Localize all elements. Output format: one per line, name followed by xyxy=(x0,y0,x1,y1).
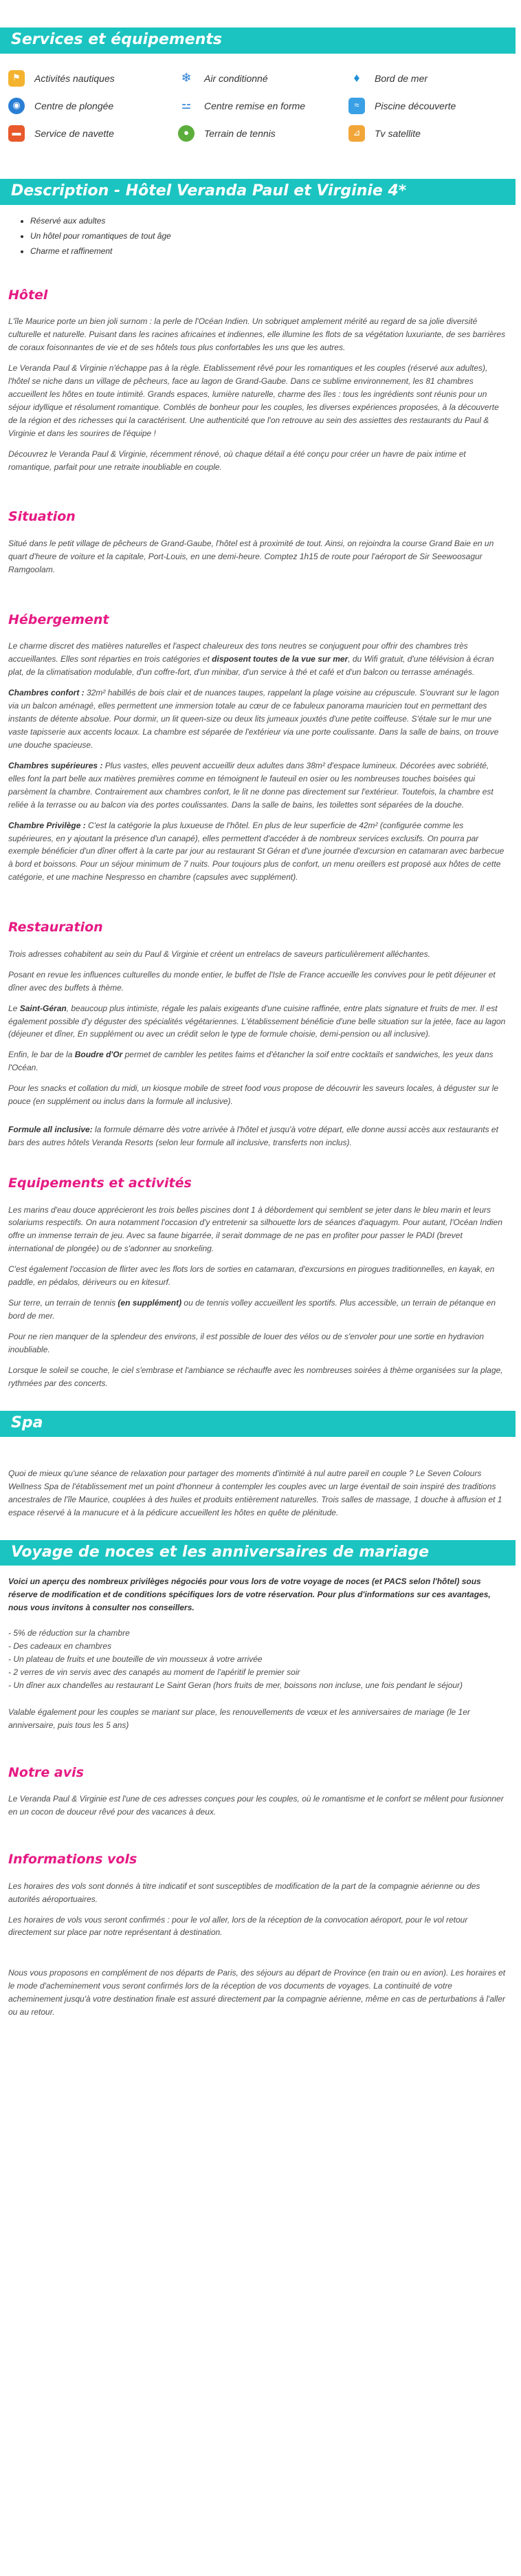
informations-paragraph: Nous vous proposons en complément de nos départs de Paris, des séjours au départ de Province (en train ou en avion). Les horaires et le mode d'acheminement vous seront confirmés lors de la réception de vos documents de voyages. La continuité de votre acheminement jusqu'à votre destination finale est assuré directement par la compagnie aérienne, même en cas de perturbations à l'aller ou au retour. xyxy=(8,1968,506,2017)
service-label: Service de navette xyxy=(34,127,114,139)
equipements-title: Equipements et activités xyxy=(8,1176,192,1191)
bullet-item: • Un hôtel pour romantiques de tout âge xyxy=(30,228,507,243)
shuttle-icon: ▬ xyxy=(8,125,25,142)
tennis-icon: ● xyxy=(178,125,195,142)
notre-avis-paragraph: Le Veranda Paul & Virginie est l'une de ces adresses conçues pour les couples, où le romantisme et le confort se mêlent pour fusionner en un cocon de douceur rêvé pour des vacances à deux. xyxy=(8,1794,504,1817)
restauration-all-inclusive: Formule all inclusive: la formule démarre dès votre arrivée à l'hôtel et jusqu'à votre départ, elle donne aussi accès aux restaurants et bars des autres hôtels Veranda Resorts (selon leur formule all inclusive, transferts non inclus). xyxy=(8,1125,498,1148)
hebergement-privilege: Chambre Privilège : C'est la catégorie la plus luxueuse de l'hôtel. En plus de leur superficie de 42m² (configurée comme les supérieures, en y ajoutant la présence d'un canapé), elles permettent d'accéder à de nombreux services exclusifs. On pourra par exemple bénéficier d'un dîner offert à la carte par jour au restaurant St Géran et d'une journée d'excursion en catamaran avec barbecue à bord et boissons. Pour un séjour minimum de 7 nuits. Pour toujours plus de confort, un menu oreillers est proposé aux hôtes de cette catégorie, et une machine Nespresso en chambre (capsules avec supplément). xyxy=(8,820,505,883)
service-label: Air conditionné xyxy=(204,72,268,84)
situation-title: Situation xyxy=(8,509,76,525)
service-item xyxy=(348,125,518,142)
pool-icon: ≈ xyxy=(348,98,365,114)
equipements-paragraph: Lorsque le soleil se couche, le ciel s'embrase et l'ambiance se réchauffe avec les nombreuses soirées à thème organisées sur la plage, rythmées par des concerts. xyxy=(8,1365,503,1389)
noces-banner: Voyage de noces et les anniversaires de mariage xyxy=(0,1540,516,1566)
noces-list-item: - Un plateau de fruits et une bouteille de vin mousseux à votre arrivée xyxy=(8,1654,263,1665)
service-item xyxy=(348,70,518,87)
notre-avis-title: Notre avis xyxy=(8,1764,84,1780)
diving-icon: ◉ xyxy=(8,98,25,114)
service-label: Activités nautiques xyxy=(34,72,115,84)
tv-icon: ⊿ xyxy=(348,125,365,142)
restauration-title: Restauration xyxy=(8,920,103,935)
noces-list-item: - 5% de réduction sur la chambre xyxy=(8,1628,130,1638)
restauration-paragraph: Trois adresses cohabitent au sein du Paul & Virginie et créent un entrelacs de saveurs particulièrement alléchantes. xyxy=(8,949,430,959)
bullet-item: • Réservé aux adultes xyxy=(30,213,507,228)
restauration-paragraph: Pour les snacks et collation du midi, un kiosque mobile de street food vous propose de découvrir les saveurs locales, à déguster sur le pouce (en supplément ou inclus dans la formule all inclusive). xyxy=(8,1083,499,1107)
main-content xyxy=(0,205,521,1390)
description-bullets xyxy=(8,205,507,267)
service-label: Centre remise en forme xyxy=(204,100,306,111)
snowflake-icon: ❄ xyxy=(178,70,195,87)
noces-intro: Voici un aperçu des nombreux privilèges négociés pour vous lors de votre voyage de noces (et PACS selon l'hôtel) sous réserve de modification et de conditions spécifiques lors de votre réservation. Pour plus d'informations sur ces avantages, nous vous invitons à consulter nos conseillers. xyxy=(8,1577,491,1613)
spa-banner: Spa xyxy=(0,1411,516,1437)
hebergement-superieures: Chambres supérieures : Plus vastes, elles peuvent accueillir deux adultes dans 38m² d'espace lumineux. Décorées avec sobriété, elles font la part belle aux matières premières comme en témoignent le fauteuil en osier ou les nombreuses touches boisées qui parsèment la chambre. Contrairement aux chambres confort, le lit ne donne pas directement sur l'extérieur. Toutefois, la chambre est reliée à la terrasse ou au balcon via des portes coulissantes. Dans la salle de bains, les toilettes sont séparées de la douche. xyxy=(8,760,494,810)
hebergement-title: Hébergement xyxy=(8,611,109,627)
noces-content xyxy=(0,1575,521,2019)
restauration-paragraph: Le Saint-Géran, beaucoup plus intimiste, régale les palais exigeants d'une cuisine raffinée, entre plats signature et fruits de mer. Il est également possible d'y déguster des spécialités végétariennes. L'établissement bénéficie d'une belle situation sur la jetée, face au lagon (déjeuner et dîner, En supplément ou avec un crédit selon le type de formule choisie, demi-pension ou all inclusive). xyxy=(8,1003,506,1039)
equipements-paragraph: Pour ne rien manquer de la splendeur des environs, il est possible de louer des vélos ou de s'envoler pour une sortie en hydravion inoubliable. xyxy=(8,1332,485,1355)
noces-list xyxy=(8,1627,507,1692)
hotel-paragraph: Le Veranda Paul & Virginie n'échappe pas à la règle. Etablissement rêvé pour les romantiques et les couples (réservé aux adultes), l'hôtel se niche dans un village de pêcheurs, face au lagon de Grand-Gaube. Dans ce sublime environnement, les 81 chambres accueillent les hôtes en toute intimité. Grands espaces, lumière naturelle, charme des îles : tous les ingrédients sont réunis pour un séjour idyllique et résolument romantique. Comblés de bonheur pour les couples, les diverses expériences proposées, à la découverte de la région et des richesses qui la caractérisent. Une authenticité que l'on retrouve au sein des assiettes des restaurants du Paul & Virginie et dans les sourires de l'équipe ! xyxy=(8,362,499,438)
service-item xyxy=(178,98,348,114)
service-label: Centre de plongée xyxy=(34,100,114,111)
noces-list-item: - Un dîner aux chandelles au restaurant Le Saint Geran (hors fruits de mer, boissons non incluse, une fois pendant le séjour) xyxy=(8,1680,463,1691)
hotel-title: Hôtel xyxy=(8,287,48,303)
spa-paragraph: Quoi de mieux qu'une séance de relaxation pour partager des moments d'intimité à nul autre pareil en couple ? Le Seven Colours Wellness Spa de l'établissement met un point d'honneur à contempler les couples avec un large éventail de soin inspiré des traditions ancestrales de l'île Maurice, couplées à des huiles et produits entièrement naturelles. Trois salles de massage, 1 douche à affusion et 1 espace réservé à la manucure et à la pédicure accueillent les hôtes en quête de plénitude. xyxy=(8,1468,502,1517)
hebergement-paragraph: Le charme discret des matières naturelles et l'aspect chaleureux des tons neutres se conjuguent pour offrir des chambres très accueillantes. Elles sont réparties en trois catégories et disposent toutes de la vue sur mer, du Wifi gratuit, d'une télévision à écran plat, de la climatisation modulable, d'un coffre-fort, d'un minibar, d'un service à thé et café et d'un balcon ou terrasse aménagés. xyxy=(8,641,494,678)
informations-title: Informations vols xyxy=(8,1852,137,1868)
informations-paragraph: Les horaires des vols sont donnés à titre indicatif et sont susceptibles de modification de la part de la compagnie aérienne ou des autorités aéroportuaires. xyxy=(8,1881,480,1904)
service-item xyxy=(8,98,178,114)
water-drop-icon: ♦ xyxy=(348,70,365,87)
noces-note: Valable également pour les couples se mariant sur place, les renouvellements de vœux et les anniversaires de mariage (le 1er anniversaire, puis tous les 5 ans) xyxy=(8,1707,470,1730)
service-label: Piscine découverte xyxy=(375,100,456,111)
service-item xyxy=(8,125,178,142)
hotel-paragraph: L'île Maurice porte un bien joli surnom : la perle de l'Océan Indien. Un sobriquet amplement mérité au regard de sa jolie diversité culturelle et naturelle. Puisant dans les racines africaines et indiennes, elle illumine les flots de sa végétation luxuriante, de ses barrières de coraux foisonnantes de vie et de ses hôtels tous plus confortables les uns que les autres. xyxy=(8,316,506,352)
informations-paragraph: Les horaires de vols vous seront confirmés : pour le vol aller, lors de la réception de la convocation aéroport, pour le vol retour directement sur place par notre représentant à destination. xyxy=(8,1914,468,1938)
fitness-icon: ⚍ xyxy=(178,98,195,114)
description-banner: Description - Hôtel Veranda Paul et Virginie 4* xyxy=(0,179,516,205)
situation-paragraph: Situé dans le petit village de pêcheurs de Grand-Gaube, l'hôtel est à proximité de tout. Ainsi, on rejoindra la course Grand Baie en un quart d'heure de voiture et la capitale, Port-Louis, en une demi-heure. Comptez 1h15 de route pour l'aéroport de Sir Seewoosagur Ramgoolam. xyxy=(8,538,494,574)
service-label: Tv satellite xyxy=(375,127,421,139)
noces-list-item: - 2 verres de vin servis avec des canapés au moment de l'apéritif le premier soir xyxy=(8,1667,300,1678)
service-item xyxy=(348,98,518,114)
hebergement-confort: Chambres confort : 32m² habillés de bois clair et de nuances taupes, rappelant la plage voisine au crépuscule. S'ouvrant sur le lagon via un balcon aménagé, elles permettent une immersion totale au cœur de ce fabuleux panorama mauricien tout en permettant des instants de détente absolue. Pour dormir, un lit queen-size ou deux lits jumeaux jouxtés d'une petite coiffeuse. S'étale sur le mur une vaste tapisserie aux accents locaux. La chambre est séparée de l'extérieur via une porte coulissante. Dans la salle de bains, on trouve une douche spacieuse. xyxy=(8,687,500,750)
spa-content xyxy=(0,1467,521,1519)
hotel-paragraph: Découvrez le Veranda Paul & Virginie, récemment rénové, où chaque détail a été conçu pour créer un havre de paix intime et romantique, parfait pour une retraite inoubliable en couple. xyxy=(8,448,466,472)
service-label: Terrain de tennis xyxy=(204,127,276,139)
equipements-paragraph: Sur terre, un terrain de tennis (en supplément) ou de tennis volley accueillent les sportifs. Plus accessible, un terrain de pétanque en bord de mer. xyxy=(8,1298,496,1321)
equipements-paragraph: Les marins d'eau douce apprécieront les trois belles piscines dont 1 à débordement qui semblent se jeter dans le bleu marin et leurs solariums respectifs. On aura notamment l'occasion d'y entretenir sa silhouette lors de séances d'aquagym. Pour autant, l'Océan Indien offre un immense terrain de jeu. Avec sa faune bigarrée, il serait dommage de ne pas en profiter pour passer le PADI (brevet international de plongée) ou de s'adonner au snorkeling. xyxy=(8,1204,502,1254)
nautical-icon: ⚑ xyxy=(8,70,25,87)
equipements-paragraph: C'est également l'occasion de flirter avec les flots lors de sorties en catamaran, d'excursions en pirogues traditionnelles, en kayak, en paddle, en pédalos, dériveurs ou en kitesurf. xyxy=(8,1264,495,1288)
service-item xyxy=(8,70,178,87)
service-item xyxy=(178,125,348,142)
service-label: Bord de mer xyxy=(375,72,428,84)
services-banner: Services et équipements xyxy=(0,28,516,54)
restauration-paragraph: Enfin, le bar de la Boudre d'Or permet de cambler les petites faims et d'étancher la soif entre cocktails et sandwiches, les yeux dans l'Océan. xyxy=(8,1050,494,1073)
noces-list-item: - Des cadeaux en chambres xyxy=(8,1641,112,1652)
services-grid xyxy=(0,54,521,155)
service-item xyxy=(178,70,348,87)
restauration-paragraph: Posant en revue les influences culturelles du monde entier, le buffet de l'Isle de France accueille les convives pour le petit déjeuner et dîner avec des buffets à thème. xyxy=(8,969,496,993)
bullet-item: • Charme et raffinement xyxy=(30,243,507,259)
